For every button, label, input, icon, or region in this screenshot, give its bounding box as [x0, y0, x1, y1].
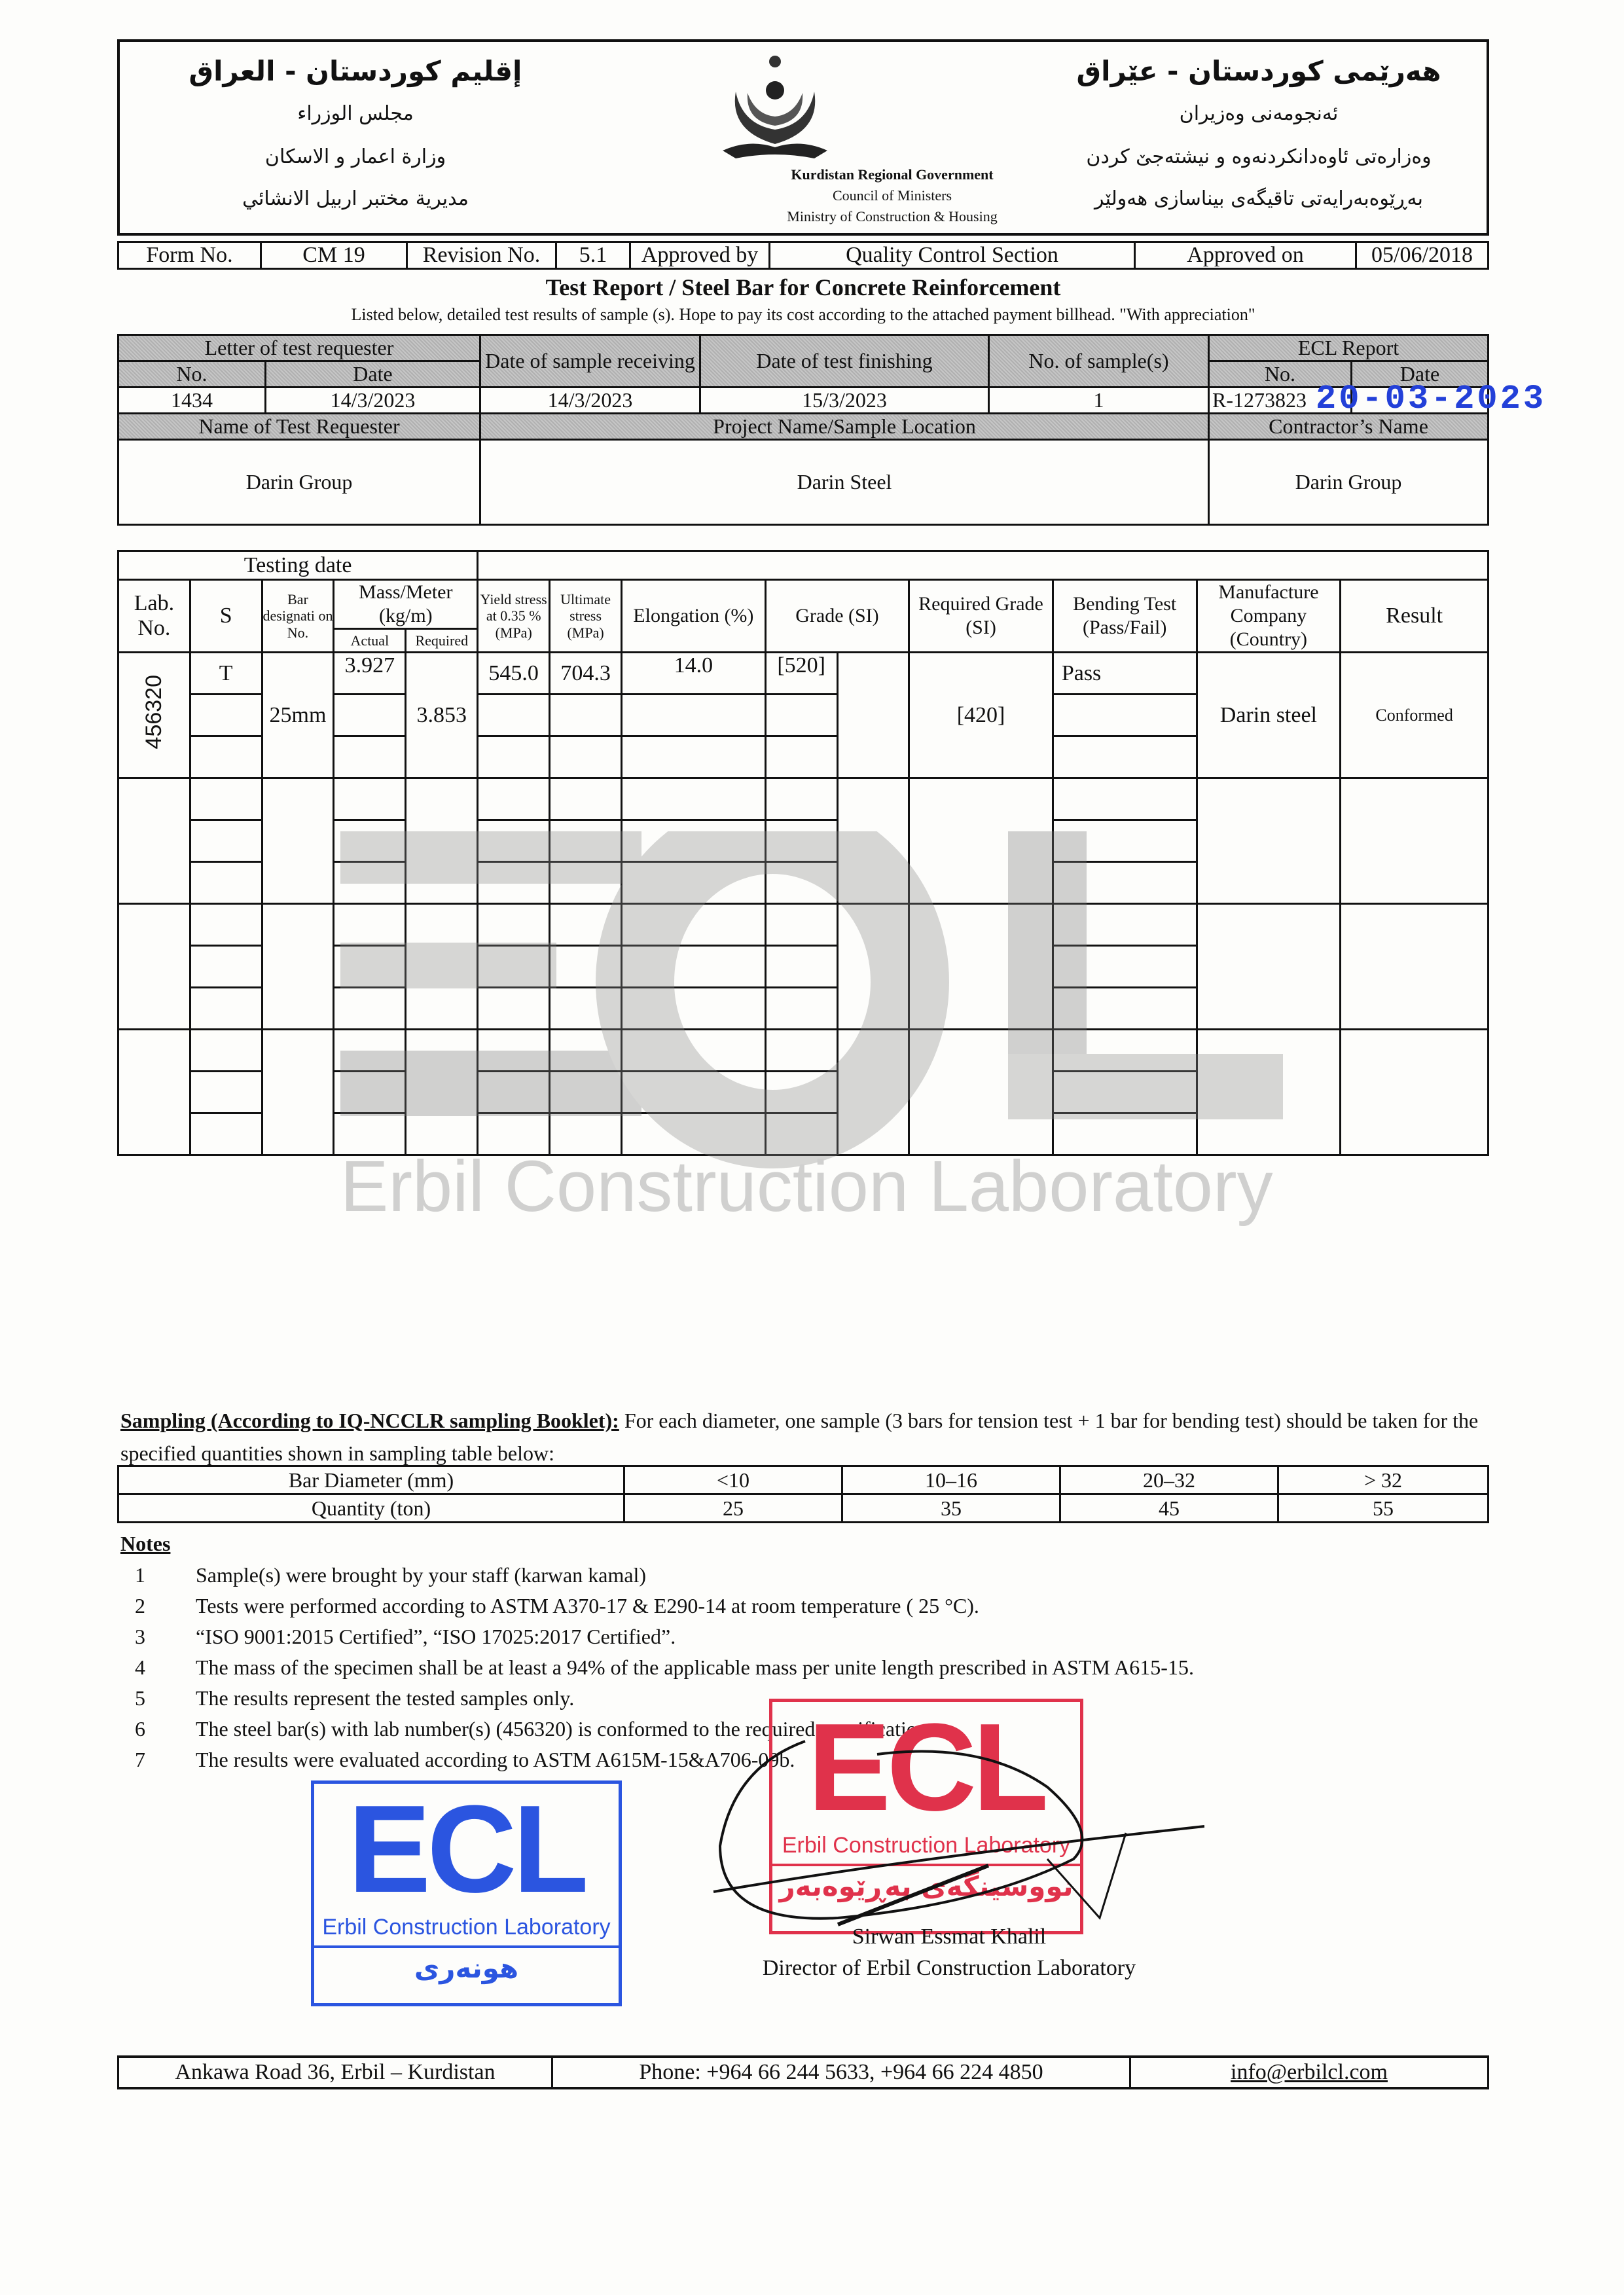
ecl-report-no: R-1273823 — [1209, 388, 1352, 414]
mass-required: 3.853 — [406, 653, 478, 778]
note-item: 2 Tests were performed according to ASTM A370-17 & E290-14 at room temperature ( 25 °C). — [135, 1594, 979, 1617]
project-name: Darin Steel — [480, 440, 1209, 525]
mass-meter-header: Mass/Meter (kg/m) — [334, 580, 478, 629]
bending-header: Bending Test (Pass/Fail) — [1053, 580, 1197, 653]
testing-date-label: Testing date — [118, 551, 478, 580]
diameter-1: <10 — [624, 1466, 842, 1494]
kurdish-directorate: بەڕێوەبەرایەتی تاقیگەی بیناسازی هەولێر — [1094, 187, 1423, 210]
lab-no: 456320 — [118, 653, 190, 778]
letter-date-label: Date — [266, 361, 480, 388]
required-grade: [420] — [909, 653, 1053, 778]
bar-designation-header: Bar designati on No. — [262, 580, 334, 653]
num-samples: 1 — [989, 388, 1209, 414]
sampling-body: For each diameter, one sample (3 bars for tension test + 1 bar for bending test) should be taken for the specified quantities shown in sampling table below: — [120, 1409, 1479, 1465]
arabic-region-title: إقليم كوردستان - العراق — [189, 55, 522, 87]
krg-name: Kurdistan Regional Government — [791, 166, 994, 183]
blue-lab-stamp: ECL Erbil Construction Laboratory هونەری — [311, 1780, 622, 2006]
ecl-logo-icon: ECL — [348, 1780, 585, 1919]
letterhead — [117, 39, 1489, 236]
yield-header: Yield stress at 0.35 % (MPa) — [478, 580, 550, 653]
sample-receiving-date: 14/3/2023 — [480, 388, 700, 414]
approved-by-label: Approved by — [630, 242, 770, 269]
manufacture-company: Darin steel — [1197, 653, 1341, 778]
form-no-label: Form No. — [118, 242, 261, 269]
note-item: 7 The results were evaluated according to ASTM A615M-15&A706-09b. — [135, 1748, 795, 1771]
required-grade-header: Required Grade (SI) — [909, 580, 1053, 653]
date-stamp: 20-03-2023 — [1316, 380, 1547, 418]
request-info-table — [117, 334, 1489, 526]
arabic-ministry: وزارة اعمار و الاسكان — [264, 145, 446, 168]
elongation-header: Elongation (%) — [622, 580, 766, 653]
grade-header: Grade (SI) — [765, 580, 909, 653]
signatory-title: Director of Erbil Construction Laboratory — [762, 1956, 1136, 1980]
svg-text:Erbil Construction Laboratory: Erbil Construction Laboratory — [340, 1146, 1273, 1227]
form-no: CM 19 — [261, 242, 407, 269]
revision-label: Revision No. — [407, 242, 556, 269]
s-value: T — [190, 653, 262, 695]
yield-stress: 545.0 — [478, 653, 550, 695]
council-name: Council of Ministers — [832, 187, 952, 204]
ultimate-stress: 704.3 — [550, 653, 622, 695]
email-link[interactable]: info@erbilcl.com — [1231, 2060, 1388, 2084]
lab-no-header: Lab. No. — [118, 580, 190, 653]
quantity-label: Quantity (ton) — [118, 1494, 624, 1523]
test-finishing-date: 15/3/2023 — [700, 388, 989, 414]
kurdish-region-title: هەرێمی كوردستان - عێراق — [1076, 55, 1441, 87]
required-header: Required — [406, 629, 478, 653]
ultimate-header: Ultimate stress (MPa) — [550, 580, 622, 653]
note-item: 6 The steel bar(s) with lab number(s) (456320) is conformed to the required specifications. — [135, 1717, 941, 1741]
contractor-label: Contractor’s Name — [1209, 414, 1489, 440]
mass-actual: 3.927 — [334, 653, 406, 695]
test-results-table — [117, 550, 1489, 1156]
result: Conformed — [1341, 653, 1489, 778]
sample-receiving-label: Date of sample receiving — [480, 335, 700, 388]
quantity-4: 55 — [1278, 1494, 1489, 1523]
test-finishing-label: Date of test finishing — [700, 335, 989, 388]
grade: [520] — [765, 653, 837, 695]
krg-emblem-icon — [716, 52, 834, 164]
arabic-council: مجلس الوزراء — [297, 102, 414, 125]
approved-by: Quality Control Section — [770, 242, 1135, 269]
sampling-table — [117, 1465, 1489, 1523]
sampling-paragraph — [120, 1404, 1495, 1470]
kurdish-council: ئەنجومەنی وەزیران — [1179, 102, 1339, 125]
note-item: 5 The results represent the tested samples only. — [135, 1686, 575, 1710]
quantity-2: 35 — [842, 1494, 1060, 1523]
note-item: 1 Sample(s) were brought by your staff (karwan kamal) — [135, 1563, 647, 1587]
requester-name: Darin Group — [118, 440, 480, 525]
letter-no: 1434 — [118, 388, 266, 414]
footer-contact — [117, 2055, 1489, 2089]
email-cell — [1130, 2057, 1489, 2088]
result-header: Result — [1341, 580, 1489, 653]
requester-label: Name of Test Requester — [118, 414, 480, 440]
arabic-directorate: مديرية مختبر اربيل الانشائي — [242, 187, 469, 210]
diameter-2: 10–16 — [842, 1466, 1060, 1494]
sampling-heading: Sampling (According to IQ-NCCLR sampling Booklet): — [120, 1409, 619, 1432]
approved-on: 05/06/2018 — [1356, 242, 1489, 269]
notes-title: Notes — [120, 1532, 171, 1555]
letter-no-label: No. — [118, 361, 266, 388]
actual-header: Actual — [334, 629, 406, 653]
num-samples-label: No. of sample(s) — [989, 335, 1209, 388]
kurdish-ministry: وەزارەتی ئاوەدانكردنەوە و نیشتەجێ كردن — [1086, 145, 1432, 168]
bending-result: Pass — [1053, 653, 1197, 695]
note-item: 4 The mass of the specimen shall be at least a 94% of the applicable mass per unite length prescribed in ASTM A615-15. — [135, 1655, 1194, 1679]
project-label: Project Name/Sample Location — [480, 414, 1209, 440]
revision-no: 5.1 — [556, 242, 630, 269]
ecl-no-label: No. — [1209, 361, 1352, 388]
letter-date: 14/3/2023 — [266, 388, 480, 414]
diameter-3: 20–32 — [1060, 1466, 1278, 1494]
signatory-name: Sirwan Essmat Khalil — [852, 1925, 1047, 1949]
ecl-date-label: Date — [1352, 361, 1489, 388]
approved-on-label: Approved on — [1135, 242, 1356, 269]
manufacture-header: Manufacture Company (Country) — [1197, 580, 1341, 653]
ecl-logo-icon: ECL — [808, 1698, 1045, 1837]
bar-diameter-label: Bar Diameter (mm) — [118, 1466, 624, 1494]
testing-date-value — [478, 551, 1489, 580]
note-item: 3 “ISO 9001:2015 Certified”, “ISO 17025:2017 Certified”. — [135, 1625, 676, 1648]
phone: Phone: +964 66 244 5633, +964 66 224 4850 — [552, 2057, 1130, 2088]
diameter-4: > 32 — [1278, 1466, 1489, 1494]
bar-designation: 25mm — [262, 653, 334, 778]
contractor-name: Darin Group — [1209, 440, 1489, 525]
ministry-name: Ministry of Construction & Housing — [787, 208, 998, 225]
address: Ankawa Road 36, Erbil – Kurdistan — [118, 2057, 552, 2088]
elongation: 14.0 — [622, 653, 766, 695]
red-director-stamp: ECL Erbil Construction Laboratory نووسینگەی بەڕێوەبەر — [769, 1699, 1083, 1934]
form-info-row — [117, 241, 1489, 270]
quantity-1: 25 — [624, 1494, 842, 1523]
s-header: S — [190, 580, 262, 653]
letter-header: Letter of test requester — [118, 335, 480, 361]
ecl-report-label: ECL Report — [1209, 335, 1489, 361]
report-title: Test Report / Steel Bar for Concrete Reinforcement — [545, 274, 1061, 300]
quantity-3: 45 — [1060, 1494, 1278, 1523]
report-subtitle: Listed below, detailed test results of sample (s). Hope to pay its cost according to the attached payment billhead. "With appreciation" — [351, 305, 1255, 324]
